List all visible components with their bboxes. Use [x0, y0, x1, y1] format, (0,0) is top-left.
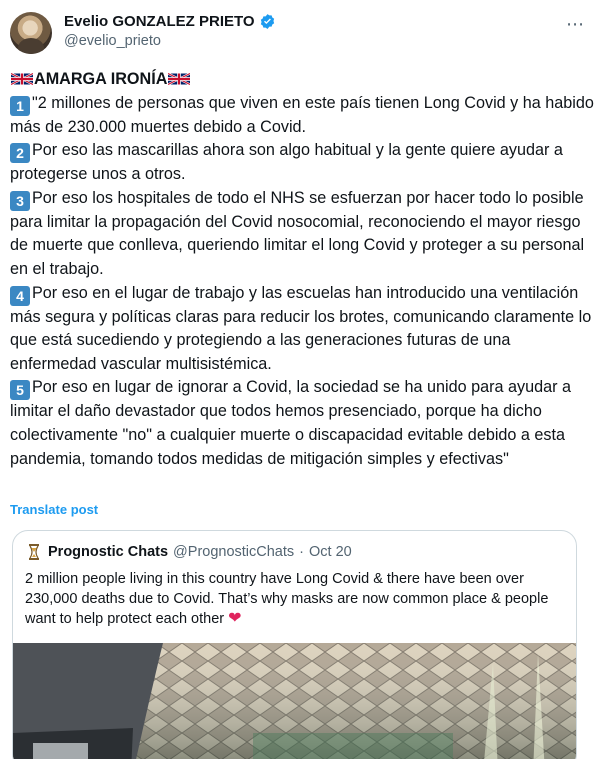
- author-block: [64, 13, 276, 49]
- post-title: AMARGA IRONÍA: [34, 70, 168, 88]
- quote-author-name[interactable]: Prognostic Chats: [48, 544, 169, 560]
- keycap-4-icon: 4: [10, 286, 30, 306]
- paragraph-text: "2 millones de personas que viven en este país tienen Long Covid y ha habido más de 230.000 muertes debido a Covid.: [10, 93, 594, 136]
- quote-text-body: 2 million people living in this country have Long Covid & there have been over 230,000 deaths due to Covid. That’s why masks are now common place & people want to help protect each other: [25, 571, 549, 627]
- keycap-2-icon: 2: [10, 143, 30, 163]
- author-handle[interactable]: @evelio_prieto: [64, 33, 161, 49]
- verified-badge-icon: [259, 13, 276, 30]
- quote-avatar[interactable]: [25, 543, 43, 561]
- translate-post-link[interactable]: Translate post: [10, 502, 99, 517]
- quote-header: [25, 543, 352, 561]
- quoted-post[interactable]: [12, 530, 577, 759]
- uk-flag-icon: [11, 72, 33, 86]
- paragraph-text: Por eso los hospitales de todo el NHS se esfuerzan por hacer todo lo posible para limitar la propagación del Covid nosocomial, reconociendo el mayor riesgo de muerte que conlleva, queriendo limitar el long Covid y proteger a su personal en el trabajo.: [10, 188, 585, 278]
- quote-date[interactable]: Oct 20: [309, 544, 352, 560]
- quote-author-handle: @PrognosticChats: [173, 544, 295, 560]
- paragraph-text: Por eso las mascarillas ahora son algo habitual y la gente quiere ayudar a protegerse unos a otros.: [10, 141, 563, 184]
- paragraph-text: Por eso en el lugar de trabajo y las escuelas han introducido una ventilación más segura y políticas claras para reducir los brotes, comunicando claramente lo que está sucediendo y protegiendo a las generaciones futuras de una enfermedad vascular multisistémica.: [10, 283, 592, 373]
- quote-separator: ·: [299, 544, 304, 560]
- hourglass-icon: [27, 544, 41, 560]
- keycap-3-icon: 3: [10, 191, 30, 211]
- keycap-1-icon: 1: [10, 96, 30, 116]
- post-header: [10, 10, 595, 54]
- more-horizontal-icon: ⋯: [566, 14, 585, 34]
- paragraph-5: [10, 376, 595, 471]
- avatar[interactable]: [10, 12, 52, 54]
- paragraph-2: [10, 139, 595, 187]
- paragraph-text: Por eso en lugar de ignorar a Covid, la sociedad se ha unido para ayudar a limitar el daño devastador que todos hemos presenciado, porque ha dicho colectivamente "no" a cualquier muerte o discapacidad evitable debido a esta pandemia, tomando todos medidas de mitigación simples y efectivas": [10, 378, 572, 468]
- red-heart-icon: ❤: [228, 610, 242, 627]
- paragraph-3: [10, 187, 595, 282]
- more-options-button[interactable]: [566, 14, 585, 35]
- author-display-name[interactable]: Evelio GONZALEZ PRIETO: [64, 13, 255, 30]
- keycap-5-icon: 5: [10, 380, 30, 400]
- paragraph-4: [10, 282, 595, 377]
- quote-text: [25, 569, 565, 629]
- station-roof-image: [13, 643, 577, 759]
- uk-flag-icon: [168, 72, 190, 86]
- quote-media-image[interactable]: [13, 643, 577, 759]
- post-text: [10, 68, 595, 471]
- paragraph-1: [10, 92, 595, 140]
